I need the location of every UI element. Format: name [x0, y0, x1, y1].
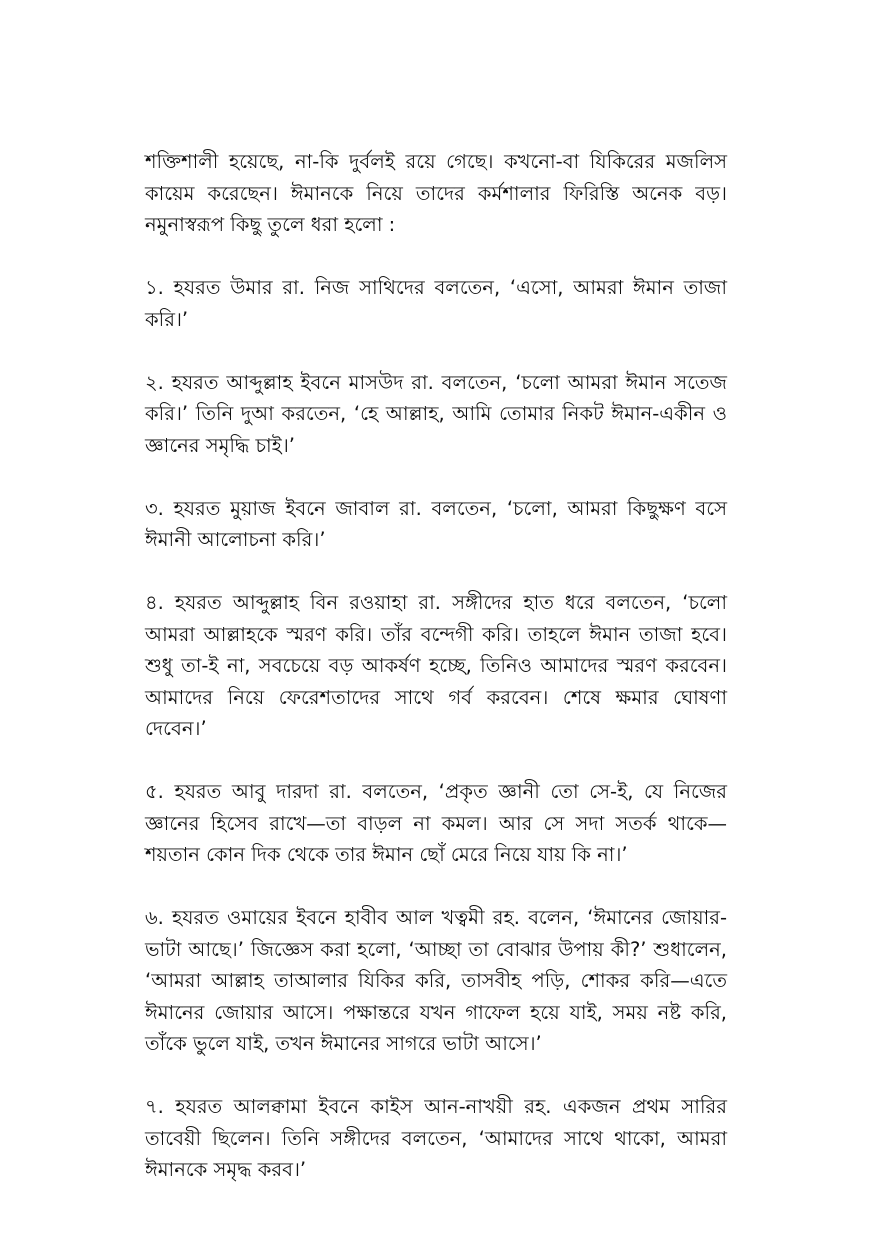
intro-paragraph: শক্তিশালী হয়েছে, না-কি দুর্বলই রয়ে গেছে। কখনো-বা যিকিরের মজলিস কায়েম করেছেন। ঈমানকে নিয়ে তাদের কর্মশালার ফিরিস্তি অনেক বড়। নমুনাস্বরূপ কিছু তুলে ধরা হলো : — [145, 150, 727, 236]
list-item-4: ৪. হযরত আব্দুল্লাহ বিন রওয়াহা রা. সঙ্গীদের হাত ধরে বলতেন, ‘চলো আমরা আল্লাহকে স্মরণ করি। তাঁর বন্দেগী করি। তাহলে ঈমান তাজা হবে। শুধু তা-ই না, সবচেয়ে বড় আকর্ষণ হচ্ছে, তিনিও আমাদের স্মরণ করবেন। আমাদের নিয়ে ফেরেশতাদের সাথে গর্ব করবেন। শেষে ক্ষমার ঘোষণা দেবেন।’ — [145, 591, 727, 740]
document-page — [145, 146, 727, 1186]
list-item-7: ৭. হযরত আলক্বামা ইবনে কাইস আন-নাখয়ী রহ. একজন প্রথম সারির তাবেয়ী ছিলেন। তিনি সঙ্গীদের বলতেন, ‘আমাদের সাথে থাকো, আমরা ঈমানকে সমৃদ্ধ করব।’ — [145, 1095, 727, 1181]
list-item-6: ৬. হযরত ওমায়ের ইবনে হাবীব আল খত্বমী রহ. বলেন, ‘ঈমানের জোয়ার-ভাটা আছে।’ জিজ্ঞেস করা হলো, ‘আচ্ছা তা বোঝার উপায় কী?’ শুধালেন, ‘আমরা আল্লাহ তাআলার যিকির করি, তাসবীহ পড়ি, শোকর করি—এতে ঈমানের জোয়ার আসে। পক্ষান্তরে যখন গাফেল হয়ে যাই, সময় নষ্ট করি, তাঁকে ভুলে যাই, তখন ঈমানের সাগরে ভাটা আসে।’ — [145, 906, 727, 1055]
list-item-3: ৩. হযরত মুয়াজ ইবনে জাবাল রা. বলতেন, ‘চলো, আমরা কিছুক্ষণ বসে ঈমানী আলোচনা করি।’ — [145, 496, 727, 551]
list-item-1: ১. হযরত উমার রা. নিজ সাথিদের বলতেন, ‘এসো, আমরা ঈমান তাজা করি।’ — [145, 276, 727, 331]
list-item-5: ৫. হযরত আবু দারদা রা. বলতেন, ‘প্রকৃত জ্ঞানী তো সে-ই, যে নিজের জ্ঞানের হিসেব রাখে—তা বাড়ল না কমল। আর সে সদা সতর্ক থাকে—শয়তান কোন দিক থেকে তার ঈমান ছোঁ মেরে নিয়ে যায় কি না।’ — [145, 780, 727, 866]
list-item-2: ২. হযরত আব্দুল্লাহ ইবনে মাসউদ রা. বলতেন, ‘চলো আমরা ঈমান সতেজ করি।’ তিনি দুআ করতেন, ‘হে আল্লাহ, আমি তোমার নিকট ঈমান-একীন ও জ্ঞানের সমৃদ্ধি চাই।’ — [145, 370, 727, 457]
